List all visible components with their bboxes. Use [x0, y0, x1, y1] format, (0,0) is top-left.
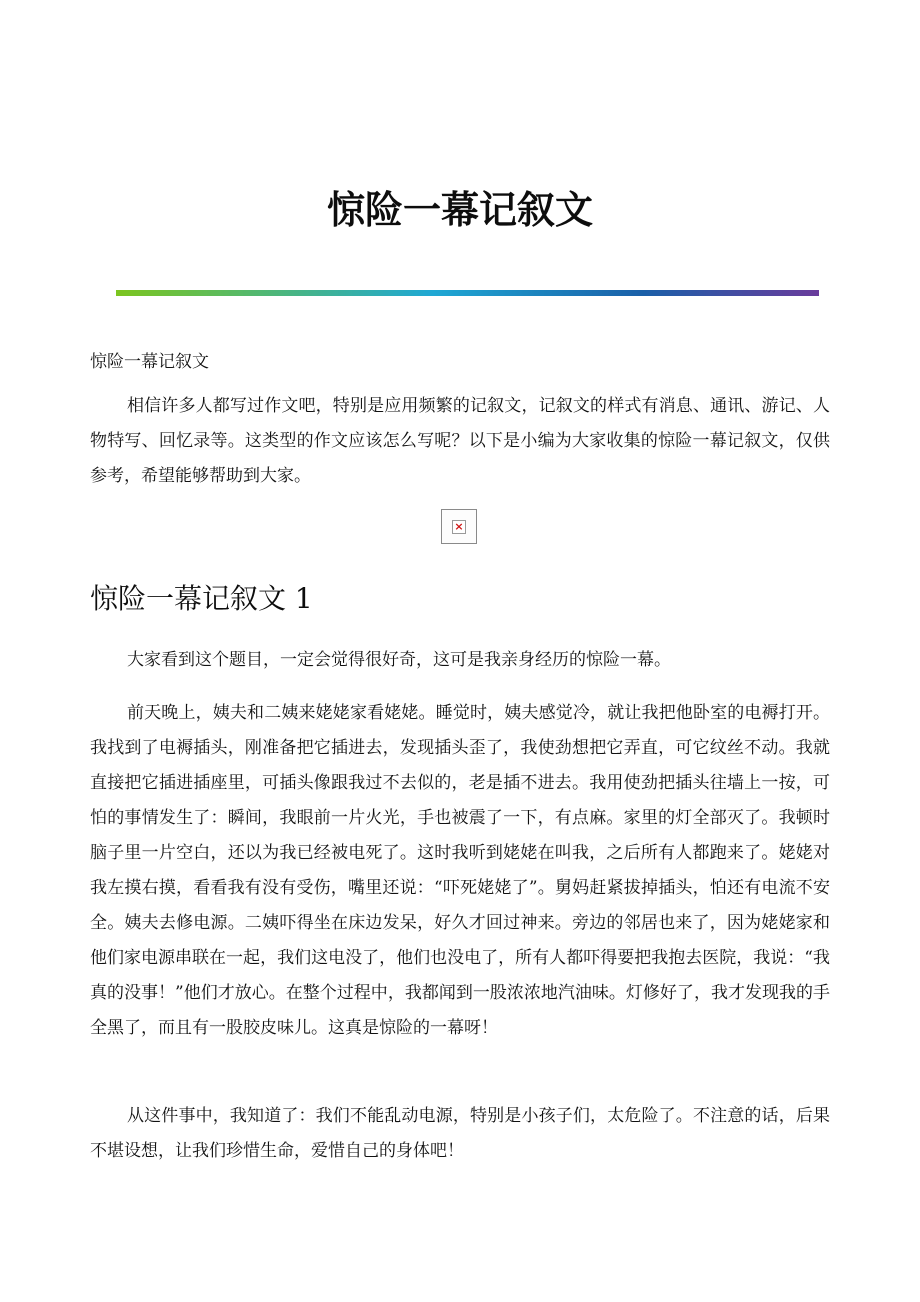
body-paragraph: 大家看到这个题目，一定会觉得很好奇，这可是我亲身经历的惊险一幕。	[127, 650, 671, 670]
broken-image-glyph: ×	[452, 520, 466, 534]
broken-image-icon	[441, 509, 477, 544]
body-paragraph: 前天晚上，姨夫和二姨来姥姥家看姥姥。睡觉时，姨夫感觉冷，就让我把他卧室的电褥打开。我找到了电褥插头，刚准备把它插进去，发现插头歪了，我使劲想把它弄直，可它纹丝不动。我就直接把它插进插座里，可插头像跟我过不去似的，老是插不进去。我用使劲把插头往墙上一按，可怕的事情发生了：瞬间，我眼前一片火光，手也被震了一下，有点麻。家里的灯全部灭了。我顿时脑子里一片空白，还以为我已经被电死了。这时我听到姥姥在叫我，之后所有人都跑来了。姥姥对我左摸右摸，看看我有没有受伤，嘴里还说：“吓死姥姥了”。舅妈赶紧拔掉插头，怕还有电流不安全。姨夫去修电源。二姨吓得坐在床边发呆，好久才回过神来。旁边的邻居也来了，因为姥姥家和他们家电源串联在一起，我们这电没了，他们也没电了，所有人都吓得要把我抱去医院，我说：“我真的没事！”他们才放心。在整个过程中，我都闻到一股浓浓地汽油味。灯修好了，我才发现我的手全黑了，而且有一股胶皮味儿。这真是惊险的一幕呀！	[90, 703, 830, 1038]
intro-paragraph: 相信许多人都写过作文吧，特别是应用频繁的记叙文，记叙文的样式有消息、通讯、游记、人物特写、回忆录等。这类型的作文应该怎么写呢？以下是小编为大家收集的惊险一幕记叙文，仅供参考，希望能够帮助到大家。	[90, 396, 830, 486]
document-title: 惊险一幕记叙文	[326, 187, 593, 232]
section-heading: 惊险一幕记叙文 1	[90, 582, 313, 615]
title-divider	[116, 290, 819, 296]
document-label: 惊险一幕记叙文	[90, 352, 209, 372]
body-paragraph: 从这件事中，我知道了：我们不能乱动电源，特别是小孩子们，太危险了。不注意的话，后果不堪设想，让我们珍惜生命，爱惜自己的身体吧！	[90, 1106, 830, 1161]
